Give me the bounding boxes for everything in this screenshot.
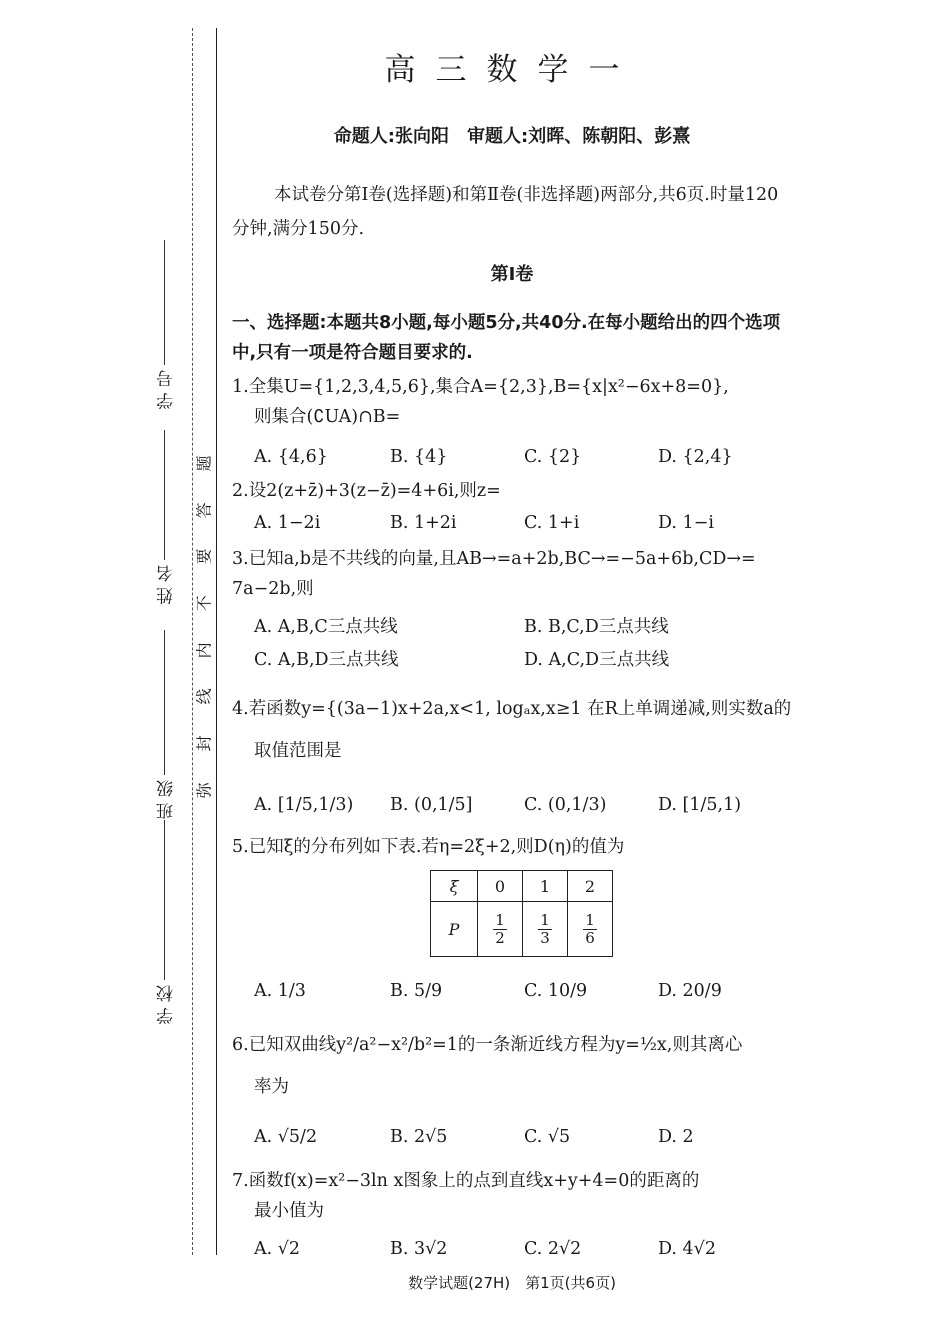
class-blank [164, 630, 165, 775]
denominator: 2 [495, 928, 505, 947]
option-d: D. {2,4} [658, 447, 733, 467]
option-c: C. {2} [524, 447, 582, 467]
fraction [583, 912, 597, 947]
question-stem: 6.已知双曲线y²/a²−x²/b²=1的一条渐近线方程为y=½x,则其离心 [232, 1035, 743, 1055]
option-c: C. 1+i [524, 513, 580, 533]
question-1 [232, 372, 794, 432]
distribution-table [430, 870, 613, 957]
option-c: C. A,B,D三点共线 [254, 650, 399, 670]
seal-char: 要 [194, 548, 214, 565]
question-4 [232, 694, 794, 766]
option-c: C. 10/9 [524, 981, 588, 1001]
option-a: A. 1−2i [254, 513, 321, 533]
options-1 [254, 442, 794, 472]
binding-strip [140, 0, 180, 1343]
fraction [538, 912, 552, 947]
question-stem: 7.函数f(x)=x²−3ln x图象上的点到直线x+y+4=0的距离的 [232, 1171, 700, 1191]
table-cell [523, 902, 568, 957]
option-b: B. {4} [390, 447, 448, 467]
option-d: D. 4√2 [658, 1239, 716, 1259]
page-footer: 数学试题(27H) 第1页(共6页) [408, 1274, 616, 1292]
option-b: B. 1+2i [390, 513, 457, 533]
seal-char: 弥 [194, 782, 214, 799]
options-2 [254, 508, 794, 538]
page-title: 高三数学一 [384, 52, 640, 88]
option-a: A. √2 [254, 1239, 301, 1259]
question-3 [232, 544, 794, 604]
table-head-cell: 2 [568, 871, 613, 902]
option-c: C. (0,1/3) [524, 795, 607, 815]
intro-text: 本试卷分第Ⅰ卷(选择题)和第Ⅱ卷(非选择题)两部分,共6页.时量120分钟,满分150分. [232, 185, 779, 239]
table-head-cell: ξ [431, 871, 478, 902]
seal-notice [194, 440, 216, 814]
seal-char: 封 [194, 735, 214, 752]
question-7 [232, 1166, 794, 1226]
denominator: 6 [585, 928, 595, 947]
denominator: 3 [540, 928, 550, 947]
authors-line: 命题人:张向阳 审题人:刘晖、陈朝阳、彭熹 [333, 126, 691, 147]
table-cell [478, 902, 523, 957]
option-a: A. 1/3 [254, 981, 306, 1001]
seal-char: 答 [194, 502, 214, 519]
table-row-label: P [431, 902, 478, 957]
option-c: C. √5 [524, 1127, 571, 1147]
table-head-cell: 0 [478, 871, 523, 902]
option-d: D. 1−i [658, 513, 714, 533]
name-blank [164, 430, 165, 560]
question-stem-cont: 最小值为 [254, 1201, 324, 1221]
id-label: 学 号 [157, 370, 177, 410]
question-stem: 5.已知ξ的分布列如下表.若η=2ξ+2,则D(η)的值为 [232, 837, 625, 857]
question-stem: 1.全集U={1,2,3,4,5,6},集合A={2,3},B={x|x²−6x+8=0}, [232, 377, 729, 397]
table-cell [568, 902, 613, 957]
option-d: D. [1/5,1) [658, 795, 742, 815]
school-label: 学 校 [157, 985, 177, 1025]
question-stem: 2.设2(z+z̄)+3(z−z̄)=4+6i,则z= [232, 481, 501, 501]
seal-char: 题 [194, 455, 214, 472]
options-7 [254, 1234, 794, 1264]
id-blank [164, 240, 165, 365]
name-label: 姓 名 [157, 565, 177, 605]
option-a: A. [1/5,1/3) [254, 795, 354, 815]
question-stem-cont: 则集合(∁UA)∩B= [254, 407, 401, 427]
fraction [493, 912, 507, 947]
option-d: D. 2 [658, 1127, 694, 1147]
part-instructions: 一、选择题:本题共8小题,每小题5分,共40分.在每小题给出的四个选项中,只有一项是符合题目要求的. [232, 313, 781, 363]
option-a: A. A,B,C三点共线 [254, 617, 398, 637]
options-3-row1 [254, 612, 794, 642]
question-stem-cont: 率为 [254, 1077, 289, 1097]
question-6 [232, 1030, 794, 1102]
numerator: 1 [585, 910, 595, 929]
option-b: B. 5/9 [390, 981, 443, 1001]
question-stem: 3.已知a,b是不共线的向量,且AB→=a+2b,BC→=−5a+6b,CD→= [232, 549, 756, 569]
option-a: A. √5/2 [254, 1127, 318, 1147]
option-b: B. 3√2 [390, 1239, 448, 1259]
options-6 [254, 1122, 794, 1152]
option-b: B. 2√5 [390, 1127, 448, 1147]
seal-char: 内 [194, 642, 214, 659]
question-stem-cont: 取值范围是 [254, 741, 342, 761]
question-stem: 4.若函数y={(3a−1)x+2a,x<1, logₐx,x≥1 在R上单调递减,则实数a的 [232, 699, 792, 719]
option-b: B. (0,1/5] [390, 795, 473, 815]
question-2 [232, 476, 794, 506]
seal-char: 不 [194, 595, 214, 612]
question-stem-cont: 7a−2b,则 [232, 579, 314, 599]
numerator: 1 [495, 910, 505, 929]
school-blank [164, 820, 165, 980]
section-heading: 第Ⅰ卷 [490, 264, 534, 285]
table-head-cell: 1 [523, 871, 568, 902]
option-c: C. 2√2 [524, 1239, 582, 1259]
option-b: B. B,C,D三点共线 [524, 617, 669, 637]
numerator: 1 [540, 910, 550, 929]
class-label: 班 级 [157, 780, 177, 820]
question-5 [232, 832, 794, 862]
options-4 [254, 790, 794, 820]
seal-char: 线 [194, 688, 214, 705]
option-d: D. 20/9 [658, 981, 722, 1001]
options-5 [254, 976, 794, 1006]
option-a: A. {4,6} [254, 447, 328, 467]
options-3-row2 [254, 645, 794, 675]
option-d: D. A,C,D三点共线 [524, 650, 670, 670]
